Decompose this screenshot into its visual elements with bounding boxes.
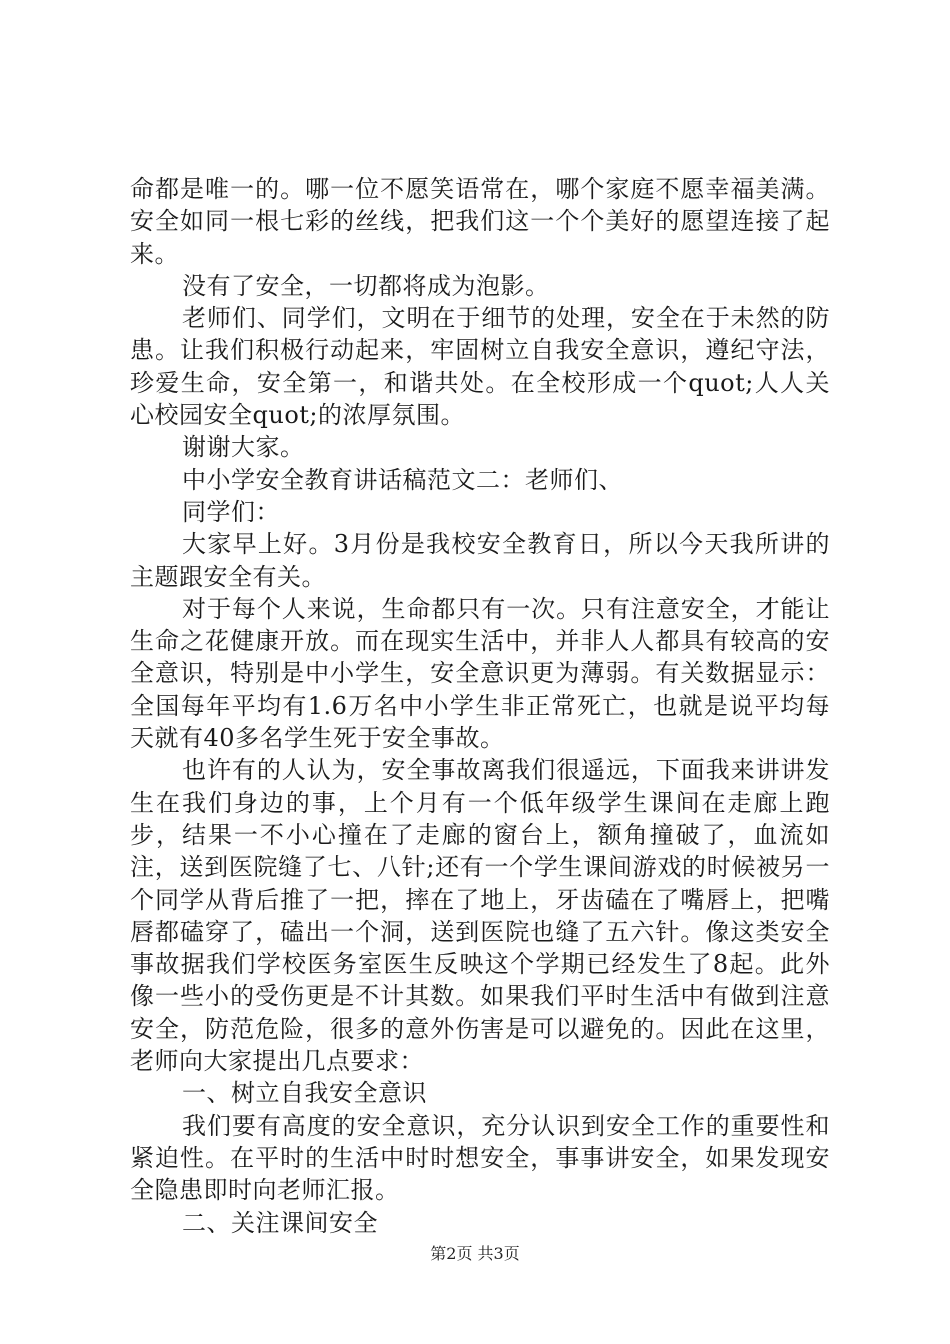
document-body bbox=[130, 173, 830, 1239]
salutation: 同学们： bbox=[182, 497, 280, 526]
list-heading: 一、树立自我安全意识 bbox=[182, 1079, 427, 1108]
paragraph: 我们要有高度的安全意识，充分认识到安全工作的重要性和紧迫性。在平时的生活中时时想安全，事事讲安全，如果发现安全隐患即时向老师汇报。 bbox=[130, 1111, 830, 1205]
paragraph: 老师们、同学们，文明在于细节的处理，安全在于未然的防患。让我们积极行动起来，牢固树立自我安全意识，遵纪守法，珍爱生命，安全第一，和谐共处。在全校形成一个quot;人人关心校园安全quot;的浓厚氛围。 bbox=[130, 304, 830, 430]
section-title: 中小学安全教育讲话稿范文二：老师们、 bbox=[182, 465, 623, 494]
list-heading: 二、关注课间安全 bbox=[182, 1208, 378, 1237]
page-footer: 第2页 共3页 bbox=[430, 1244, 520, 1263]
paragraph-continuation: 命都是唯一的。哪一位不愿笑语常在，哪个家庭不愿幸福美满。安全如同一根七彩的丝线，把我们这一个个美好的愿望连接了起来。 bbox=[130, 175, 830, 268]
paragraph: 没有了安全，一切都将成为泡影。 bbox=[182, 271, 550, 300]
paragraph: 大家早上好。3月份是我校安全教育日，所以今天我所讲的主题跟安全有关。 bbox=[130, 530, 830, 591]
paragraph: 谢谢大家。 bbox=[182, 433, 305, 462]
paragraph: 也许有的人认为，安全事故离我们很遥远，下面我来讲讲发生在我们身边的事，上个月有一个低年级学生课间在走廊上跑步，结果一不小心撞在了走廊的窗台上，额角撞破了，血流如注，送到医院缝了七、八针;还有一个学生课间游戏的时候被另一个同学从背后推了一把，摔在了地上，牙齿磕在了嘴唇上，把嘴唇都磕穿了，磕出一个洞，送到医院也缝了五六针。像这类安全事故据我们学校医务室医生反映这个学期已经发生了8起。此外像一些小的受伤更是不计其数。如果我们平时生活中有做到注意安全，防范危险，很多的意外伤害是可以避免的。因此在这里，老师向大家提出几点要求： bbox=[130, 756, 830, 1076]
paragraph: 对于每个人来说，生命都只有一次。只有注意安全，才能让生命之花健康开放。而在现实生活中，并非人人都具有较高的安全意识，特别是中小学生，安全意识更为薄弱。有关数据显示：全国每年平均有1.6万名中小学生非正常死亡，也就是说平均每天就有40多名学生死于安全事故。 bbox=[130, 594, 830, 753]
